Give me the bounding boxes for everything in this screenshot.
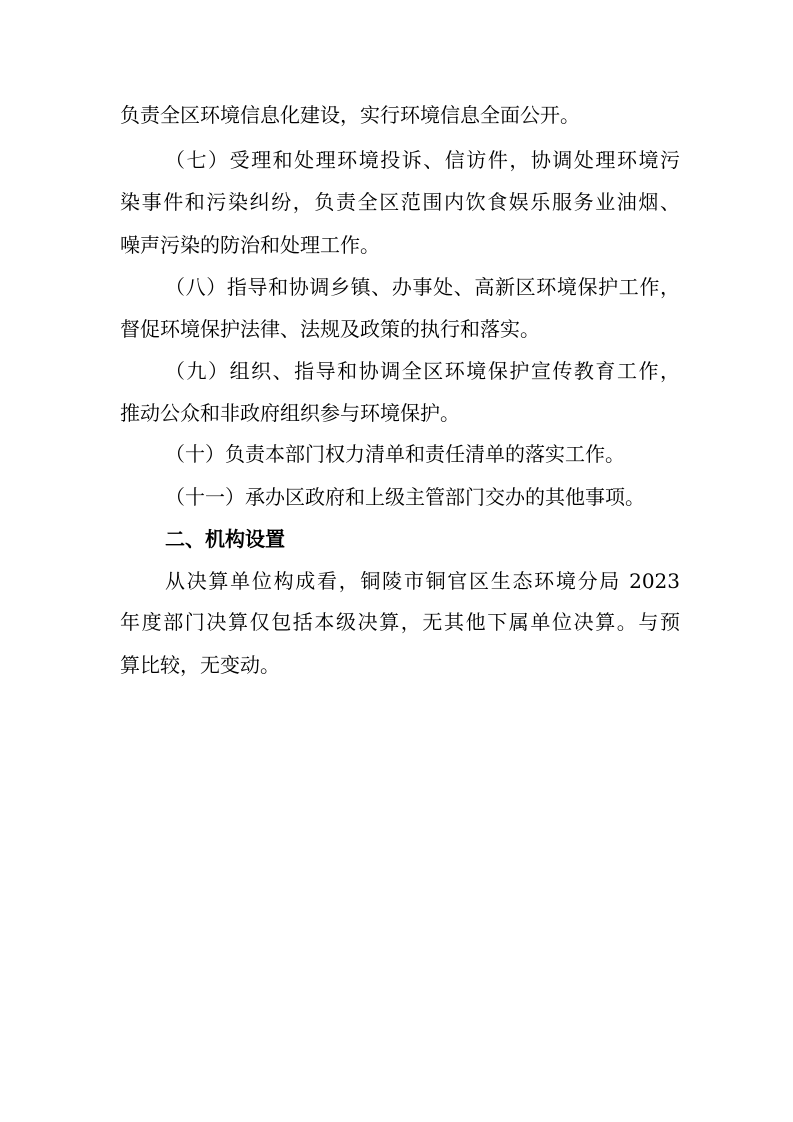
text-line: 染事件和污染纠纷，负责全区范围内饮食娱乐服务业油烟、 <box>120 190 680 214</box>
text-line: 年度部门决算仅包括本级决算，无其他下属单位决算。与预 <box>120 610 680 634</box>
text-line: 负责全区环境信息化建设，实行环境信息全面公开。 <box>120 103 580 127</box>
text-line: （七）受理和处理环境投诉、信访件，协调处理环境污 <box>165 148 680 172</box>
text-line: （八）指导和协调乡镇、办事处、高新区环境保护工作， <box>165 275 680 299</box>
text-line: 推动公众和非政府组织参与环境保护。 <box>120 401 460 425</box>
text-line: （十一）承办区政府和上级主管部门交办的其他事项。 <box>165 485 645 509</box>
text-line: 督促环境保护法律、法规及政策的执行和落实。 <box>120 317 540 341</box>
section-heading: 二、机构设置 <box>165 527 285 551</box>
text-line: （九）组织、指导和协调全区环境保护宣传教育工作， <box>165 359 680 383</box>
text-line: 从决算单位构成看，铜陵市铜官区生态环境分局 2023 <box>165 569 680 593</box>
text-line: 噪声污染的防治和处理工作。 <box>120 233 380 257</box>
text-line: 算比较，无变动。 <box>120 653 280 677</box>
text-line: （十）负责本部门权力清单和责任清单的落实工作。 <box>165 442 625 466</box>
